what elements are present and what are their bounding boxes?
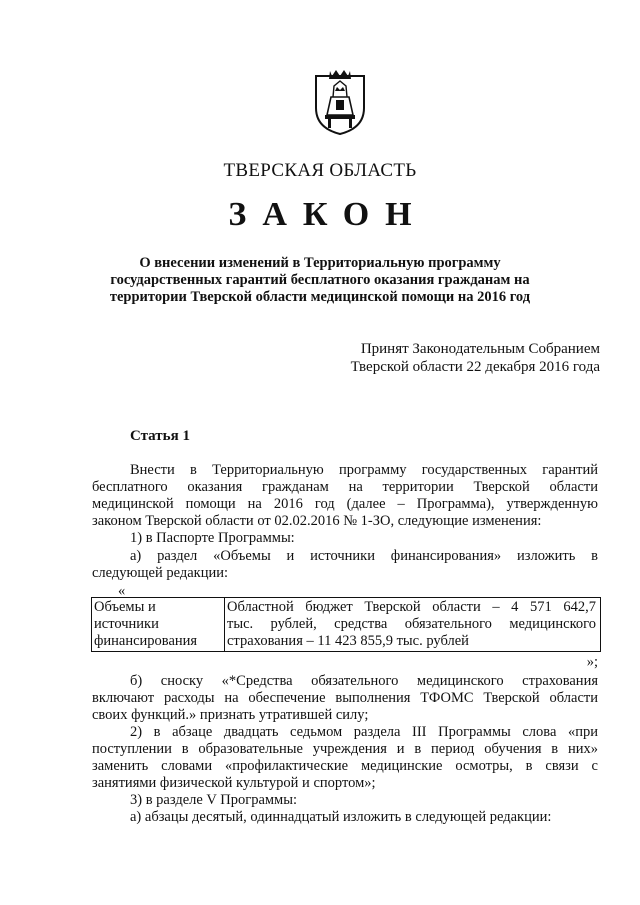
item-1 xyxy=(92,530,598,547)
cell-line: тыс. рублей, средства обязательного медицинского xyxy=(227,616,596,632)
text-line: бесплатного оказания гражданам на территории Тверской области xyxy=(92,479,598,495)
adoption-note-line: Принят Законодательным Собранием xyxy=(360,341,600,357)
text-line: 1) в Паспорте Программы: xyxy=(130,530,295,546)
text-line: а) раздел «Объемы и источники финансирования» изложить в xyxy=(130,548,598,564)
table-row xyxy=(92,598,601,652)
cell-line: Объемы и xyxy=(94,599,156,615)
cell-line: страхования – 11 423 855,9 тыс. рублей xyxy=(227,633,469,649)
text-line: б) сноску «*Средства обязательного медицинского страхования xyxy=(130,673,598,689)
adoption-note xyxy=(351,340,600,376)
text-line: медицинской помощи на 2016 год (далее – Программа), утвержденную xyxy=(92,496,598,512)
text-line: заменить словами «профилактические медицинские осмотры, в связи с xyxy=(92,758,598,774)
text-line: поступлении в образовательные учреждения и в период обучения в них» xyxy=(92,741,598,757)
text-line: включают расходы на обеспечение выполнения ТФОМС Тверской области xyxy=(92,690,598,706)
text-line: 3) в разделе V Программы: xyxy=(130,792,297,808)
text-line: законом Тверской области от 02.02.2016 № 1-ЗО, следующие изменения: xyxy=(92,513,542,529)
text-line: Внести в Территориальную программу государственных гарантий xyxy=(130,462,598,478)
text-line: а) абзацы десятый, одиннадцатый изложить в следующей редакции: xyxy=(130,809,552,825)
tver-coat-of-arms-icon xyxy=(314,68,366,136)
document-type: ЗАКОН xyxy=(228,196,428,233)
text-line: занятиями физической культурой и спортом»; xyxy=(92,775,376,791)
adoption-note-line: Тверской области 22 декабря 2016 года xyxy=(350,359,600,375)
article-title: Статья 1 xyxy=(130,428,190,444)
items-continued xyxy=(92,673,598,826)
law-title-line: территории Тверской области медицинской помощи на 2016 год xyxy=(109,289,531,305)
law-title xyxy=(100,255,540,306)
table-cell-value xyxy=(225,598,601,652)
law-title-line: государственных гарантий бесплатного оказания гражданам на xyxy=(110,272,530,288)
item-1a xyxy=(92,548,598,582)
region-name: ТВЕРСКАЯ ОБЛАСТЬ xyxy=(223,160,417,181)
cell-line: финансирования xyxy=(94,633,198,649)
cell-line: Областной бюджет Тверской области – 4 571 642,7 xyxy=(227,599,596,615)
opening-quote: « xyxy=(118,583,126,599)
text-line: своих функций.» признать утратившей силу; xyxy=(92,707,369,723)
text-line: следующей редакции: xyxy=(92,565,229,581)
table-cell-label xyxy=(92,598,225,652)
article-intro xyxy=(92,462,598,530)
closing-quote: »; xyxy=(586,654,598,670)
law-title-line: О внесении изменений в Территориальную программу xyxy=(139,255,501,271)
text-line: 2) в абзаце двадцать седьмом раздела III Программы слова «при xyxy=(130,724,598,740)
passport-table xyxy=(91,597,601,652)
cell-line: источники xyxy=(94,616,159,632)
